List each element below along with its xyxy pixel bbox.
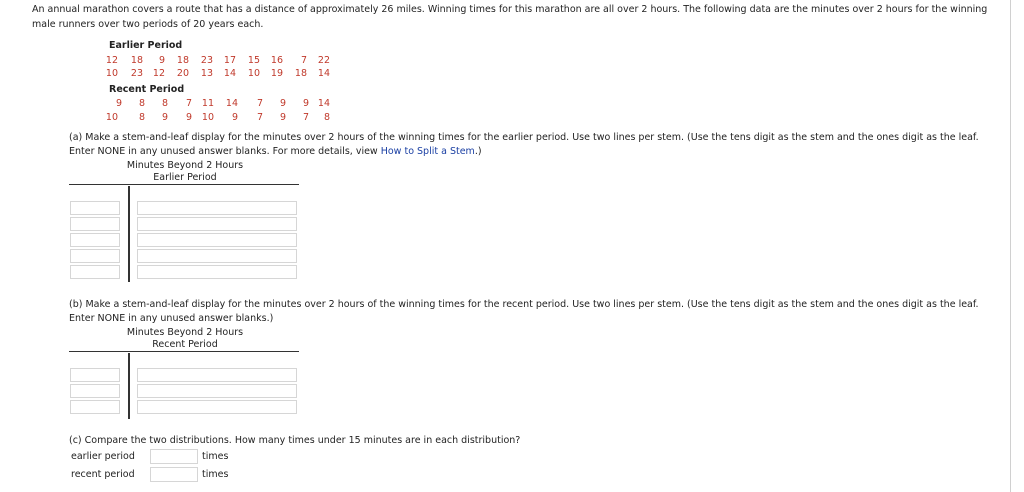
stem-input[interactable]	[70, 384, 120, 398]
data-value: 13	[200, 68, 213, 79]
earlier-heading: Earlier Period	[109, 40, 183, 51]
part-a-caption-subtitle: Earlier Period	[153, 172, 217, 183]
earlier-unit-label: times	[202, 451, 229, 462]
data-value: 8	[161, 98, 168, 109]
stem-input[interactable]	[70, 201, 120, 215]
data-value: 12	[152, 68, 165, 79]
leaf-input[interactable]	[137, 201, 297, 215]
data-value: 23	[130, 68, 143, 79]
data-value: 23	[200, 55, 213, 66]
leaf-input[interactable]	[137, 368, 297, 382]
problem-intro: An annual marathon covers a route that has a distance of approximately 26 miles. Winning times for this marathon are all over 2 hours. The following data are the minutes over 2 hours for the winning male runners over two periods of 20 years each.	[32, 4, 988, 30]
stem-input[interactable]	[70, 249, 120, 263]
data-value: 7	[256, 112, 263, 123]
data-value: 8	[138, 98, 145, 109]
data-value: 9	[115, 98, 122, 109]
recent-unit-label: times	[202, 469, 229, 480]
data-value: 19	[270, 68, 283, 79]
data-value: 9	[231, 112, 238, 123]
earlier-period-label: earlier period	[71, 451, 135, 462]
data-value: 14	[317, 68, 330, 79]
data-value: 12	[105, 55, 118, 66]
data-value: 22	[317, 55, 330, 66]
display-top-rule	[69, 184, 299, 185]
leaf-input[interactable]	[137, 217, 297, 231]
part-b-caption-title: Minutes Beyond 2 Hours	[126, 327, 244, 338]
recent-period-label: recent period	[71, 469, 135, 480]
stem-input[interactable]	[70, 217, 120, 231]
data-value: 7	[256, 98, 263, 109]
split-stem-link[interactable]: How to Split a Stem	[380, 146, 475, 157]
stem-divider	[128, 353, 130, 419]
data-value: 9	[185, 112, 192, 123]
data-value: 18	[176, 55, 189, 66]
data-value: 17	[223, 55, 236, 66]
leaf-input[interactable]	[137, 265, 297, 279]
data-value: 14	[223, 68, 236, 79]
data-value: 15	[247, 55, 260, 66]
data-value: 14	[225, 98, 238, 109]
stem-input[interactable]	[70, 400, 120, 414]
data-value: 16	[270, 55, 283, 66]
data-value: 10	[105, 112, 118, 123]
recent-count-input[interactable]	[150, 467, 198, 482]
data-value: 10	[247, 68, 260, 79]
data-value: 18	[130, 55, 143, 66]
stem-input[interactable]	[70, 368, 120, 382]
part-a-text: (a) Make a stem-and-leaf display for the minutes over 2 hours of the winning times for the earlier period. Use two lines per stem. (Use the tens digit as the stem and the ones digit as the leaf. Enter NONE in any unused answer blanks. For more details, view	[69, 132, 979, 157]
part-a-question	[69, 131, 999, 159]
data-value: 7	[300, 55, 307, 66]
stem-divider	[128, 186, 130, 282]
leaf-input[interactable]	[137, 249, 297, 263]
display-top-rule	[69, 351, 299, 352]
data-value: 18	[294, 68, 307, 79]
leaf-input[interactable]	[137, 384, 297, 398]
leaf-input[interactable]	[137, 400, 297, 414]
data-value: 7	[302, 112, 309, 123]
part-c-question: (c) Compare the two distributions. How many times under 15 minutes are in each distribution?	[69, 435, 521, 446]
data-value: 9	[158, 55, 165, 66]
part-b-caption-subtitle: Recent Period	[152, 339, 218, 350]
data-value: 9	[279, 112, 286, 123]
data-value: 11	[201, 98, 214, 109]
data-value: 9	[161, 112, 168, 123]
part-a-text-end: .)	[474, 146, 482, 157]
data-value: 9	[279, 98, 286, 109]
earlier-stem-leaf-display	[69, 184, 299, 284]
stem-input[interactable]	[70, 265, 120, 279]
data-value: 14	[317, 98, 330, 109]
leaf-input[interactable]	[137, 233, 297, 247]
data-value: 10	[201, 112, 214, 123]
part-b-question: (b) Make a stem-and-leaf display for the minutes over 2 hours of the winning times for the recent period. Use two lines per stem. (Use the tens digit as the stem and the ones digit as the leaf. Enter NONE in any unused answer blanks.)	[69, 299, 979, 324]
data-value: 20	[176, 68, 189, 79]
data-value: 10	[105, 68, 118, 79]
recent-stem-leaf-display	[69, 351, 299, 421]
recent-heading: Recent Period	[109, 84, 185, 95]
data-value: 9	[302, 98, 309, 109]
earlier-count-input[interactable]	[150, 449, 198, 464]
part-a-caption-title: Minutes Beyond 2 Hours	[126, 160, 244, 171]
data-value: 8	[138, 112, 145, 123]
stem-input[interactable]	[70, 233, 120, 247]
data-value: 7	[185, 98, 192, 109]
data-value: 8	[323, 112, 330, 123]
